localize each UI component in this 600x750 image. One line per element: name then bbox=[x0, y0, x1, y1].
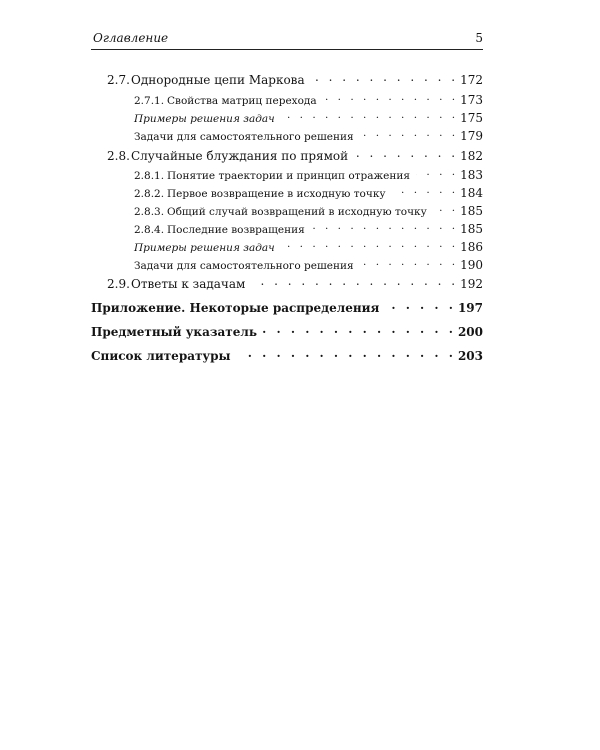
entry-title: Приложение. Некоторые распределения bbox=[91, 301, 380, 315]
dot-leader bbox=[323, 90, 458, 104]
toc-entry-subject-index[interactable] bbox=[91, 322, 483, 340]
entry-page: 190 bbox=[460, 258, 483, 272]
toc-entry-2-8-problems[interactable] bbox=[134, 255, 483, 273]
entry-title: Первое возвращение в исходную точку bbox=[167, 188, 386, 200]
entry-title: Примеры решения задач bbox=[134, 113, 275, 125]
toc-entry-2-9[interactable] bbox=[107, 274, 483, 292]
entry-page: 186 bbox=[460, 240, 483, 254]
entry-page: 172 bbox=[460, 73, 483, 87]
entry-title: Ответы к задачам bbox=[131, 277, 246, 291]
dot-leader bbox=[237, 346, 456, 360]
dot-leader bbox=[360, 126, 459, 140]
header-page-number: 5 bbox=[475, 31, 483, 45]
entry-page: 184 bbox=[460, 186, 483, 200]
toc-entry-references[interactable] bbox=[91, 346, 483, 364]
toc-entry-2-7-examples[interactable] bbox=[134, 108, 483, 126]
dot-leader bbox=[392, 183, 459, 197]
dot-leader bbox=[251, 274, 458, 288]
toc-entry-2-8-1[interactable] bbox=[134, 165, 483, 183]
toc-entry-appendix[interactable] bbox=[91, 298, 483, 316]
dot-leader bbox=[281, 108, 458, 122]
entry-number: 2.9. bbox=[107, 277, 130, 291]
entry-title: Однородные цепи Маркова bbox=[131, 73, 305, 87]
toc-entry-2-7[interactable] bbox=[107, 70, 483, 88]
entry-page: 173 bbox=[460, 93, 483, 107]
entry-title: Свойства матриц перехода bbox=[167, 95, 317, 107]
entry-page: 185 bbox=[460, 204, 483, 218]
entry-number: 2.7. bbox=[107, 73, 130, 87]
entry-title: Список литературы bbox=[91, 349, 231, 363]
entry-page: 203 bbox=[457, 349, 483, 363]
entry-title: Понятие траектории и принцип отражения bbox=[167, 170, 410, 182]
entry-number: 2.8.1. bbox=[134, 170, 165, 182]
entry-number: 2.8.3. bbox=[134, 206, 165, 218]
toc-entry-2-7-problems[interactable] bbox=[134, 126, 483, 144]
entry-page: 182 bbox=[460, 149, 483, 163]
dot-leader bbox=[354, 146, 458, 160]
entry-page: 192 bbox=[460, 277, 483, 291]
entry-title: Предметный указатель bbox=[91, 325, 257, 339]
running-header bbox=[91, 31, 483, 50]
entry-page: 183 bbox=[460, 168, 483, 182]
entry-title: Последние возвращения bbox=[167, 224, 305, 236]
entry-page: 200 bbox=[457, 325, 483, 339]
dot-leader bbox=[416, 165, 458, 179]
entry-page: 185 bbox=[460, 222, 483, 236]
header-title: Оглавление bbox=[93, 31, 169, 45]
entry-title: Задачи для самостоятельного решения bbox=[134, 131, 354, 143]
entry-page: 197 bbox=[457, 301, 483, 315]
entry-page: 179 bbox=[460, 129, 483, 143]
entry-number: 2.8. bbox=[107, 149, 130, 163]
toc-entry-2-8-3[interactable] bbox=[134, 201, 483, 219]
entry-title: Случайные блуждания по прямой bbox=[131, 149, 349, 163]
toc-entry-2-8-4[interactable] bbox=[134, 219, 483, 237]
entry-title: Примеры решения задач bbox=[134, 242, 275, 254]
toc-entry-2-7-1[interactable] bbox=[134, 90, 483, 108]
entry-title: Общий случай возвращений в исходную точку bbox=[167, 206, 427, 218]
dot-leader bbox=[263, 322, 456, 336]
toc-entry-2-8-2[interactable] bbox=[134, 183, 483, 201]
entry-number: 2.8.2. bbox=[134, 188, 165, 200]
entry-number: 2.7.1. bbox=[134, 95, 165, 107]
entry-page: 175 bbox=[460, 111, 483, 125]
dot-leader bbox=[311, 219, 458, 233]
toc-entry-2-8[interactable] bbox=[107, 146, 483, 164]
dot-leader bbox=[311, 70, 458, 84]
dot-leader bbox=[433, 201, 458, 215]
dot-leader bbox=[385, 298, 456, 312]
entry-number: 2.8.4. bbox=[134, 224, 165, 236]
dot-leader bbox=[360, 255, 459, 269]
dot-leader bbox=[281, 237, 458, 251]
entry-title: Задачи для самостоятельного решения bbox=[134, 260, 354, 272]
toc-entry-2-8-examples[interactable] bbox=[134, 237, 483, 255]
